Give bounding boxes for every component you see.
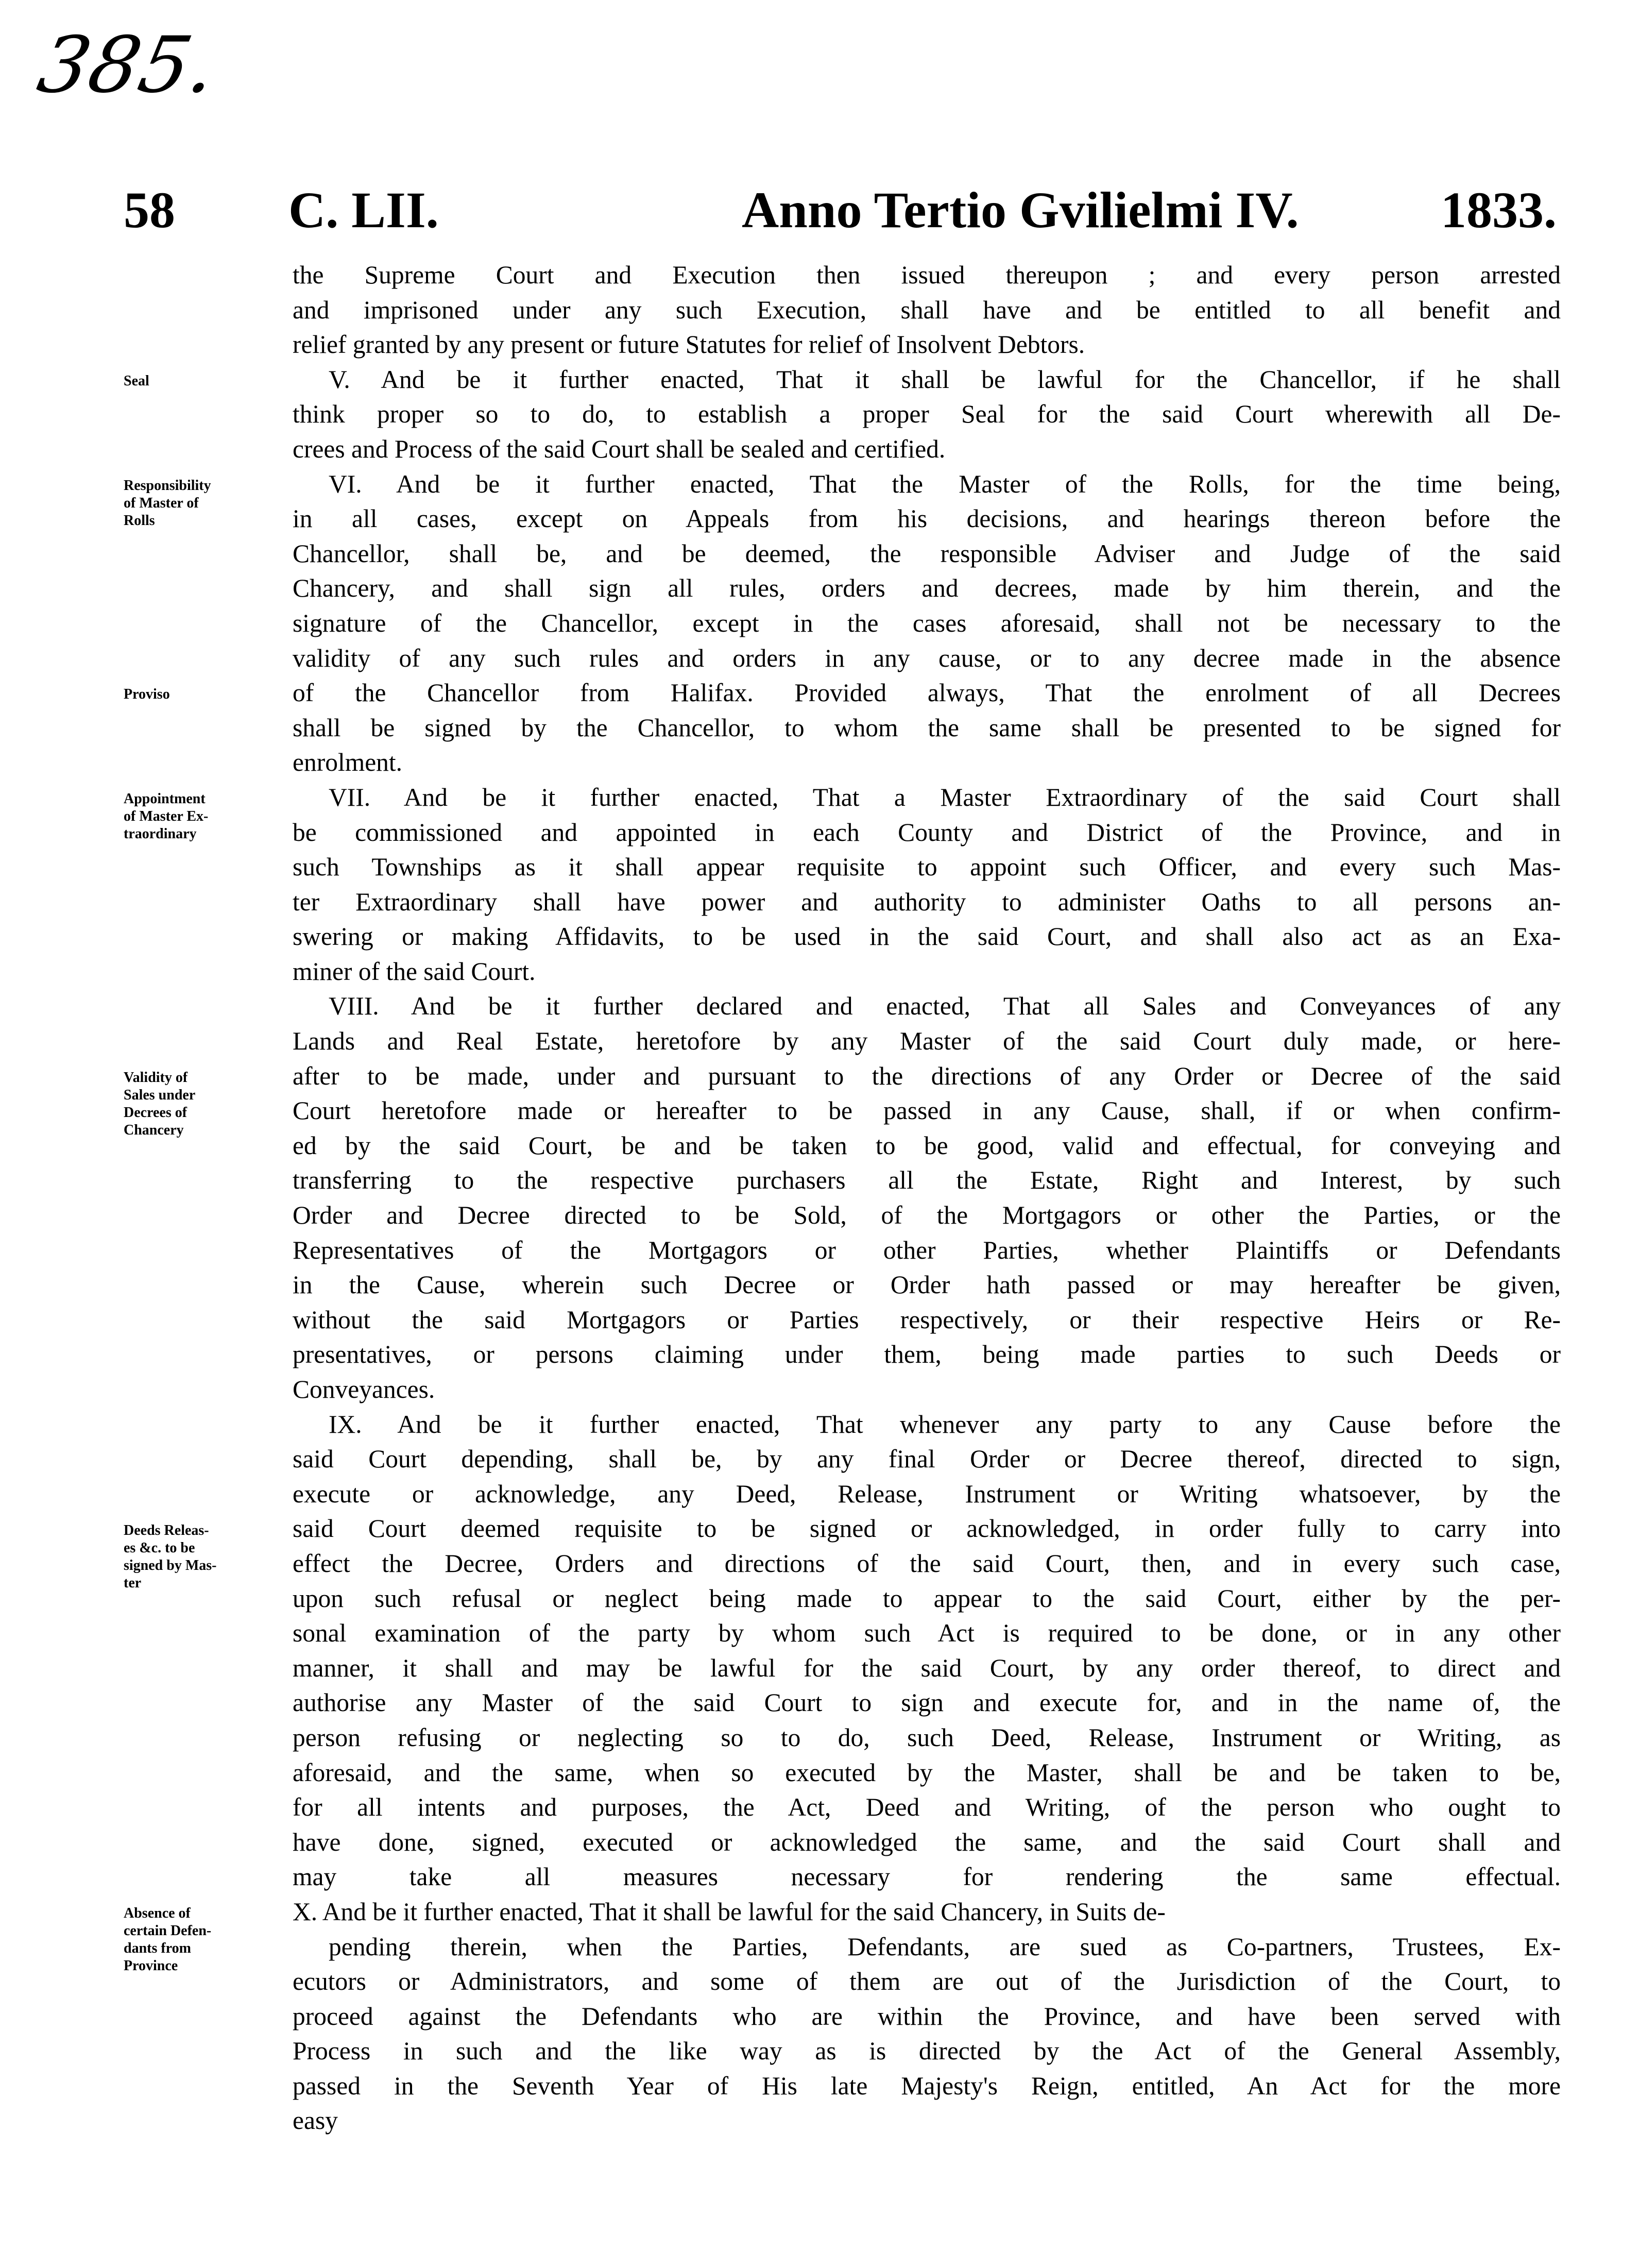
body-line: crees and Process of the said Court shall be sealed and certified.	[293, 434, 946, 463]
body-line: think proper so to do, to establish a proper Seal for the said Court wherewith all De-	[293, 400, 1561, 429]
body-line: ecutors or Administrators, and some of them are out of the Jurisdiction of the Court, to	[293, 1967, 1561, 1996]
body-line: swering or making Affidavits, to be used in the said Court, and shall also act as an Exa-	[293, 922, 1561, 951]
body-line: passed in the Seventh Year of His late Majesty's Reign, entitled, An Act for the more	[293, 2071, 1561, 2100]
body-line: V. And be it further enacted, That it shall be lawful for the Chancellor, if he shall	[329, 365, 1561, 394]
body-line: pending therein, when the Parties, Defendants, are sued as Co-partners, Trustees, Ex-	[329, 1932, 1561, 1961]
body-line: the Supreme Court and Execution then issued thereupon ; and every person arrested	[293, 261, 1561, 289]
body-line: easy	[293, 2106, 338, 2135]
body-line: after to be made, under and pursuant to the directions of any Order or Decree of the said	[293, 1061, 1561, 1090]
margin-note	[124, 1905, 268, 1975]
margin-note-line: Sales under	[124, 1087, 196, 1103]
body-line: enrolment.	[293, 748, 403, 777]
header-year: 1833.	[1441, 181, 1557, 239]
margin-note-line: ter	[124, 1575, 142, 1591]
body-line: said Court depending, shall be, by any final Order or Decree thereof, directed to sign,	[293, 1445, 1561, 1474]
body-line: validity of any such rules and orders in any cause, or to any decree made in the absence	[293, 644, 1561, 672]
body-line: such Townships as it shall appear requisite to appoint such Officer, and every such Mas-	[293, 853, 1561, 882]
margin-note-line: Appointment	[124, 791, 206, 807]
body-line: have done, signed, executed or acknowledged the same, and the said Court shall and	[293, 1827, 1561, 1856]
body-line: Representatives of the Mortgagors or other Parties, whether Plaintiffs or Defendants	[293, 1235, 1561, 1264]
body-line: Process in such and the like way as is directed by the Act of the General Assembly,	[293, 2037, 1561, 2066]
margin-note	[124, 686, 268, 703]
body-line: execute or acknowledge, any Deed, Release, Instrument or Writing whatsoever, by the	[293, 1479, 1561, 1508]
body-line: Chancery, and shall sign all rules, orders and decrees, made by him therein, and the	[293, 574, 1561, 603]
body-line: effect the Decree, Orders and directions of the said Court, then, and in every such case,	[293, 1549, 1561, 1578]
margin-note	[124, 373, 268, 390]
margin-note-line: Proviso	[124, 686, 170, 703]
body-line: Lands and Real Estate, heretofore by any Master of the said Court duly made, or here-	[293, 1027, 1561, 1056]
body-line: sonal examination of the party by whom such Act is required to be done, or in any other	[293, 1619, 1561, 1648]
margin-note-line: signed by Mas-	[124, 1557, 217, 1573]
body-line: VII. And be it further enacted, That a Master Extraordinary of the said Court shall	[329, 783, 1561, 811]
body-line: in the Cause, wherein such Decree or Order hath passed or may hereafter be given,	[293, 1271, 1561, 1299]
body-line: transferring to the respective purchasers all the Estate, Right and Interest, by such	[293, 1166, 1561, 1195]
body-line: ed by the said Court, be and be taken to be good, valid and effectual, for conveying and	[293, 1131, 1561, 1160]
body-line: VI. And be it further enacted, That the Master of the Rolls, for the time being,	[329, 469, 1561, 498]
chapter-number: C. LII.	[288, 181, 439, 239]
body-line: miner of the said Court.	[293, 957, 536, 986]
body-line: manner, it shall and may be lawful for the said Court, by any order thereof, to direct and	[293, 1653, 1561, 1682]
running-header	[124, 180, 1557, 252]
body-line: Chancellor, shall be, and be deemed, the responsible Adviser and Judge of the said	[293, 539, 1561, 568]
margin-note-line: Rolls	[124, 512, 155, 529]
margin-note-line: dants from	[124, 1940, 191, 1957]
margin-note-line: of Master Ex-	[124, 808, 209, 824]
margin-note-line: Deeds Releas-	[124, 1522, 209, 1538]
body-line: be commissioned and appointed in each County and District of the Province, and in	[293, 818, 1561, 847]
margin-note-line: Chancery	[124, 1122, 184, 1138]
body-line: authorise any Master of the said Court to sign and execute for, and in the name of, the	[293, 1688, 1561, 1717]
statute-body-text	[293, 258, 1561, 2138]
margin-note-line: Absence of	[124, 1905, 191, 1922]
margin-note-line: Province	[124, 1958, 178, 1974]
margin-note	[124, 1522, 268, 1592]
body-line: shall be signed by the Chancellor, to whom the same shall be presented to be signed for	[293, 713, 1561, 742]
body-line: may take all measures necessary for rendering the same effectual.	[293, 1863, 1561, 1891]
body-line: presentatives, or persons claiming under them, being made parties to such Deeds or	[293, 1340, 1561, 1369]
body-line: of the Chancellor from Halifax. Provided always, That the enrolment of all Decrees	[293, 679, 1561, 707]
body-line: IX. And be it further enacted, That whenever any party to any Cause before the	[329, 1410, 1561, 1438]
body-line: Order and Decree directed to be Sold, of the Mortgagors or other the Parties, or the	[293, 1201, 1561, 1230]
body-line: Court heretofore made or hereafter to be passed in any Cause, shall, if or when confirm-	[293, 1096, 1561, 1125]
margin-note	[124, 477, 268, 530]
margin-note-line: certain Defen-	[124, 1923, 212, 1939]
margin-note-line: Seal	[124, 373, 149, 389]
margin-note-line: of Master of	[124, 495, 199, 511]
body-line: relief granted by any present or future Statutes for relief of Insolvent Debtors.	[293, 330, 1085, 359]
body-line: Conveyances.	[293, 1375, 435, 1403]
body-line: upon such refusal or neglect being made to appear to the said Court, either by the per-	[293, 1584, 1561, 1613]
body-line: person refusing or neglecting so to do, such Deed, Release, Instrument or Writing, as	[293, 1723, 1561, 1752]
body-line: signature of the Chancellor, except in the cases aforesaid, shall not be necessary to the	[293, 608, 1561, 637]
header-title: Anno Tertio Gvilielmi IV.	[742, 181, 1299, 239]
margin-note-line: es &c. to be	[124, 1539, 195, 1556]
body-line: X. And be it further enacted, That it shall be lawful for the said Chancery, in Suits de-	[293, 1897, 1166, 1926]
handwritten-page-number: 385.	[30, 21, 226, 110]
body-line: without the said Mortgagors or Parties respectively, or their respective Heirs or Re-	[293, 1305, 1561, 1334]
page-number: 58	[124, 181, 175, 239]
margin-note-line: Validity of	[124, 1069, 188, 1086]
margin-note-line: traordinary	[124, 826, 197, 842]
margin-note-line: Responsibility	[124, 477, 211, 494]
body-line: VIII. And be it further declared and enacted, That all Sales and Conveyances of any	[329, 992, 1561, 1021]
body-line: in all cases, except on Appeals from his decisions, and hearings thereon before the	[293, 504, 1561, 533]
body-line: ter Extraordinary shall have power and authority to administer Oaths to all persons an-	[293, 887, 1561, 916]
body-line: said Court deemed requisite to be signed or acknowledged, in order fully to carry into	[293, 1514, 1561, 1543]
margin-note	[124, 790, 268, 843]
body-line: and imprisoned under any such Execution, shall have and be entitled to all benefit and	[293, 295, 1561, 324]
margin-note-line: Decrees of	[124, 1104, 187, 1121]
margin-note	[124, 1069, 268, 1139]
body-line: proceed against the Defendants who are within the Province, and have been served with	[293, 2002, 1561, 2030]
body-line: for all intents and purposes, the Act, Deed and Writing, of the person who ought to	[293, 1793, 1561, 1822]
body-line: aforesaid, and the same, when so executed by the Master, shall be and be taken to be,	[293, 1758, 1561, 1787]
